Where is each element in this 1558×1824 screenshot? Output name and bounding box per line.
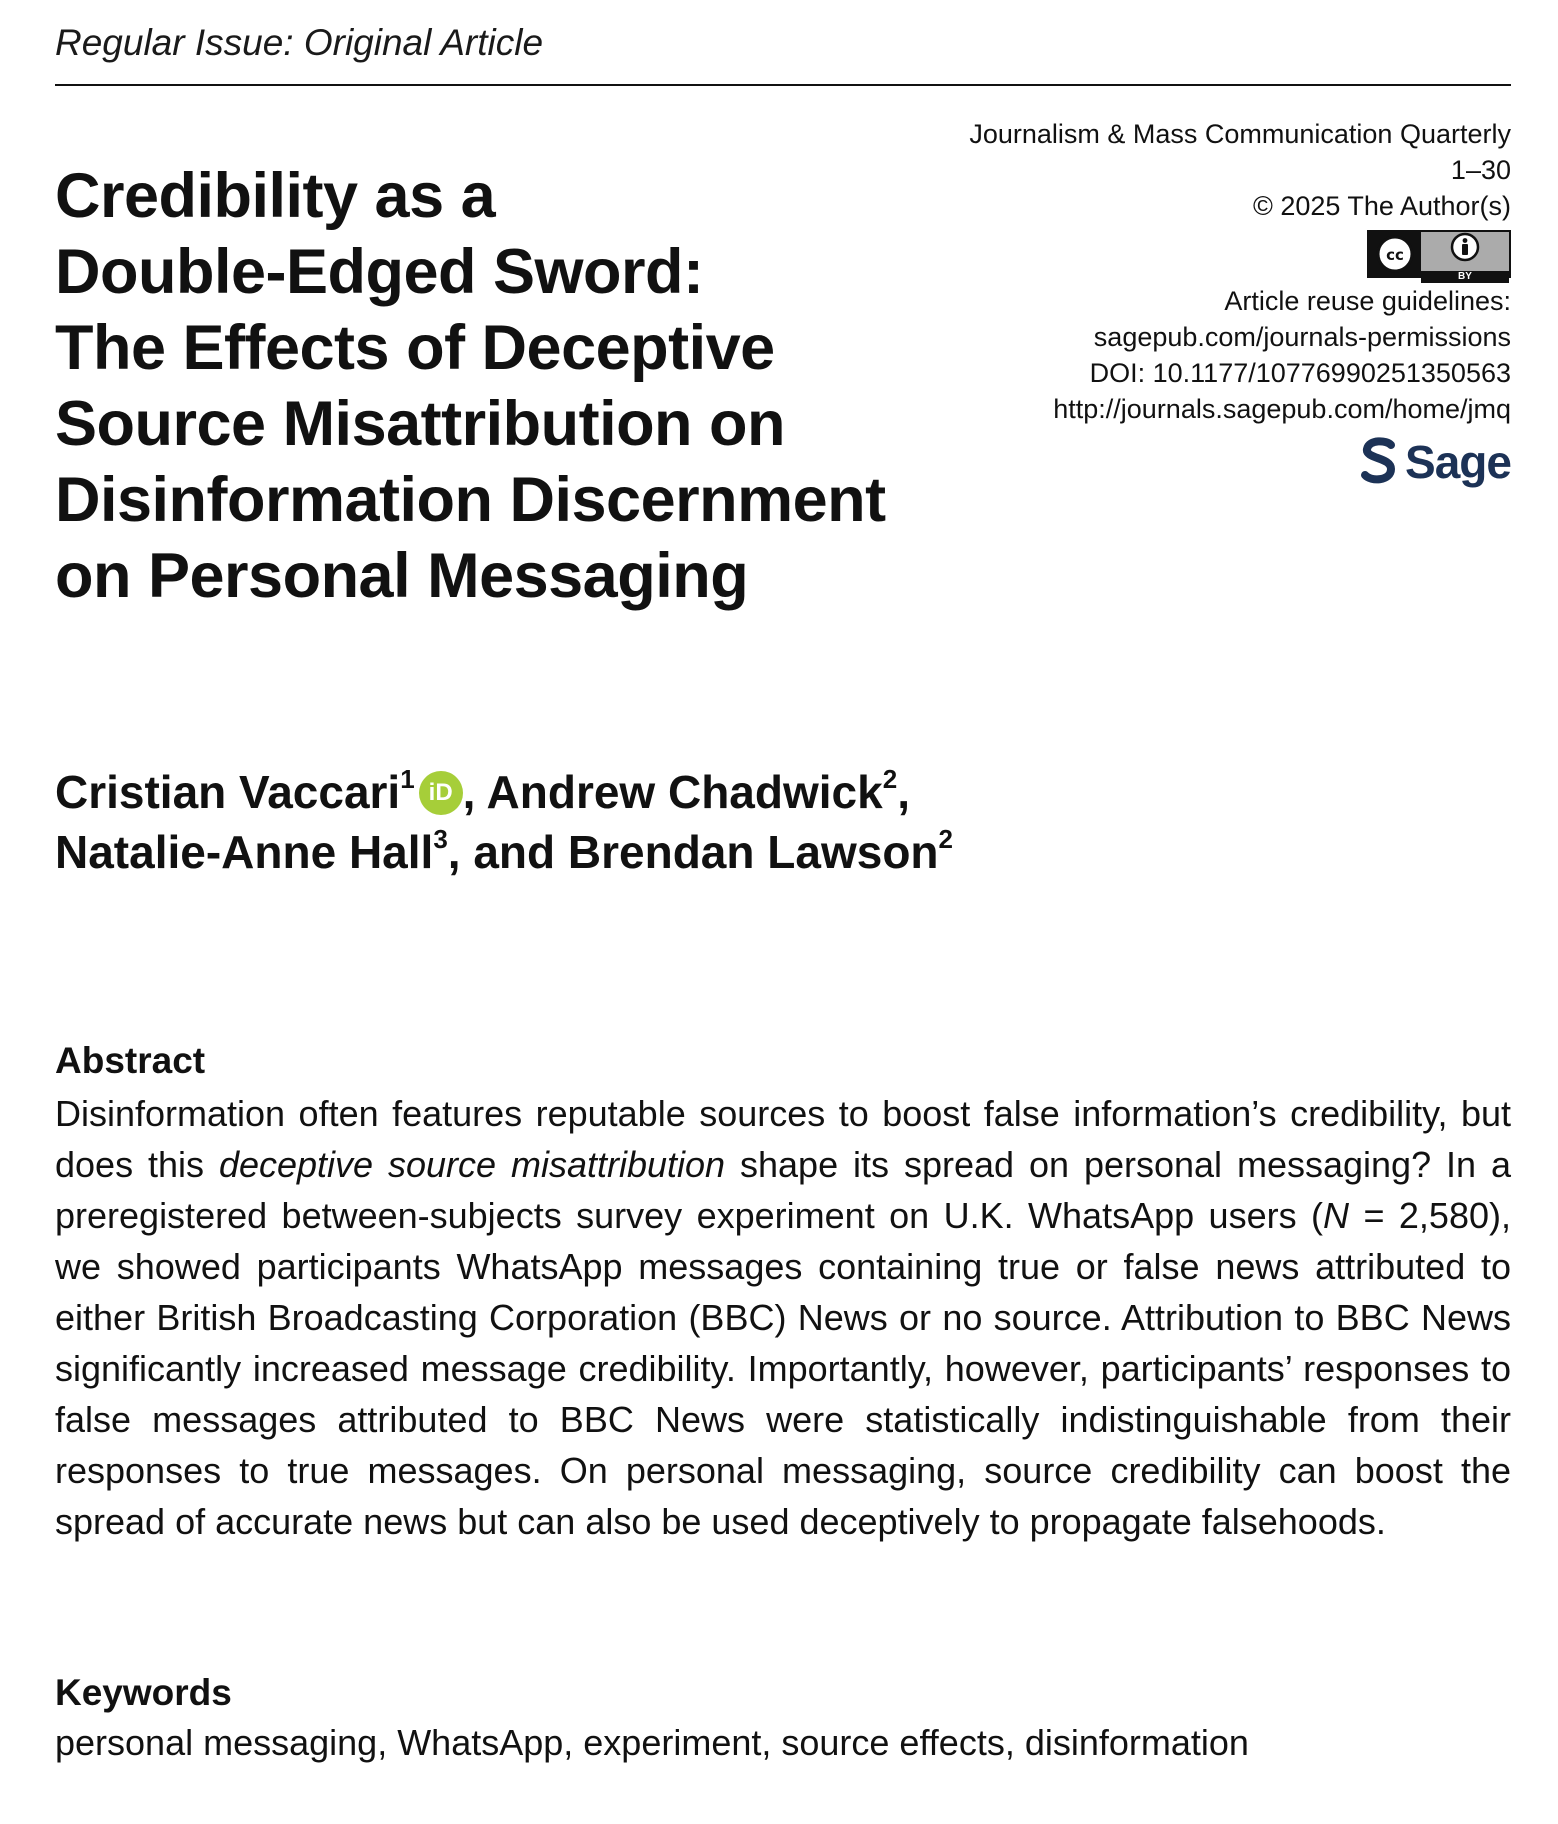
- keywords-heading: Keywords: [55, 1672, 232, 1713]
- title-line: Credibility as a: [55, 161, 496, 231]
- sample-size-value: = 2,580): [1349, 1195, 1501, 1236]
- author-separator: ,: [462, 766, 476, 818]
- attribution-person-icon: [1450, 232, 1480, 271]
- creative-commons-icon: [1369, 232, 1421, 276]
- author-name[interactable]: Brendan Lawson: [567, 826, 939, 878]
- abstract-heading: Abstract: [55, 1040, 206, 1081]
- keywords-list: personal messaging, WhatsApp, experiment, source effects, disinformation: [55, 1722, 1249, 1763]
- page-range: 1–30: [1450, 155, 1511, 185]
- author-name[interactable]: Natalie-Anne Hall: [55, 826, 434, 878]
- sage-s-logo-icon: [1361, 437, 1397, 487]
- journal-url-link[interactable]: http://journals.sagepub.com/home/jmq: [1053, 394, 1511, 424]
- doi-line[interactable]: DOI: 10.1177/10776990251350563: [1089, 358, 1511, 388]
- reuse-guidelines-label: Article reuse guidelines:: [1224, 286, 1511, 316]
- abstract-text-part: shape its spread on personal messaging? In a preregistered between-subjects survey experiment on U.K. WhatsApp users (: [55, 1144, 1511, 1236]
- title-line: The Effects of Deceptive: [55, 313, 775, 383]
- permissions-link[interactable]: sagepub.com/journals-permissions: [1093, 322, 1511, 352]
- author-affiliation: 1: [400, 764, 415, 794]
- header-divider: [55, 84, 1511, 86]
- article-title: [55, 158, 995, 614]
- abstract-italic-term: deceptive source misattribution: [218, 1144, 726, 1185]
- title-line: on Personal Messaging: [55, 541, 749, 611]
- author-separator: ,: [897, 766, 910, 818]
- orcid-icon[interactable]: iD: [419, 771, 463, 815]
- author-affiliation: 3: [433, 824, 448, 854]
- author-affiliation: 2: [882, 764, 898, 794]
- publisher-logo-text: Sage: [1405, 436, 1511, 488]
- journal-meta-block: [969, 116, 1511, 494]
- abstract-text-part: Disinformation often features reputable sources to boost false information’s credibility, but does this: [55, 1093, 1511, 1185]
- title-line: Double-Edged Sword:: [55, 237, 704, 307]
- cc-by-license-badge[interactable]: [1367, 230, 1511, 282]
- issue-type-label: Regular Issue: Original Article: [55, 22, 544, 63]
- author-separator: , and: [447, 826, 556, 878]
- title-line: Source Misattribution on: [55, 389, 786, 459]
- svg-text:cc: cc: [1386, 246, 1404, 264]
- author-affiliation: 2: [938, 824, 953, 854]
- author-name[interactable]: Cristian Vaccari: [55, 766, 401, 818]
- abstract-text-part: , we showed participants WhatsApp messages containing true or false news attributed to either British Broadcasting Corporation (BBC) News or no source. Attribution to BBC News significantly increased message credibility. Importantly, however, participants’ responses to false messages attributed to BBC News were statistically indistinguishable from their responses to true messages. On personal messaging, source credibility can boost the spread of accurate news but can also be used deceptively to propagate falsehoods.: [55, 1195, 1511, 1542]
- journal-name: Journalism & Mass Communication Quarterly: [969, 119, 1511, 149]
- copyright-line: © 2025 The Author(s): [1252, 191, 1511, 221]
- license-by-label: BY: [1421, 271, 1509, 283]
- abstract-text: [55, 1088, 1511, 1547]
- publisher-logo[interactable]: [1361, 437, 1511, 487]
- author-name[interactable]: Andrew Chadwick: [486, 766, 883, 818]
- title-line: Disinformation Discernment: [55, 465, 886, 535]
- author-list: [55, 762, 1255, 882]
- sample-size-symbol: N: [1323, 1195, 1350, 1236]
